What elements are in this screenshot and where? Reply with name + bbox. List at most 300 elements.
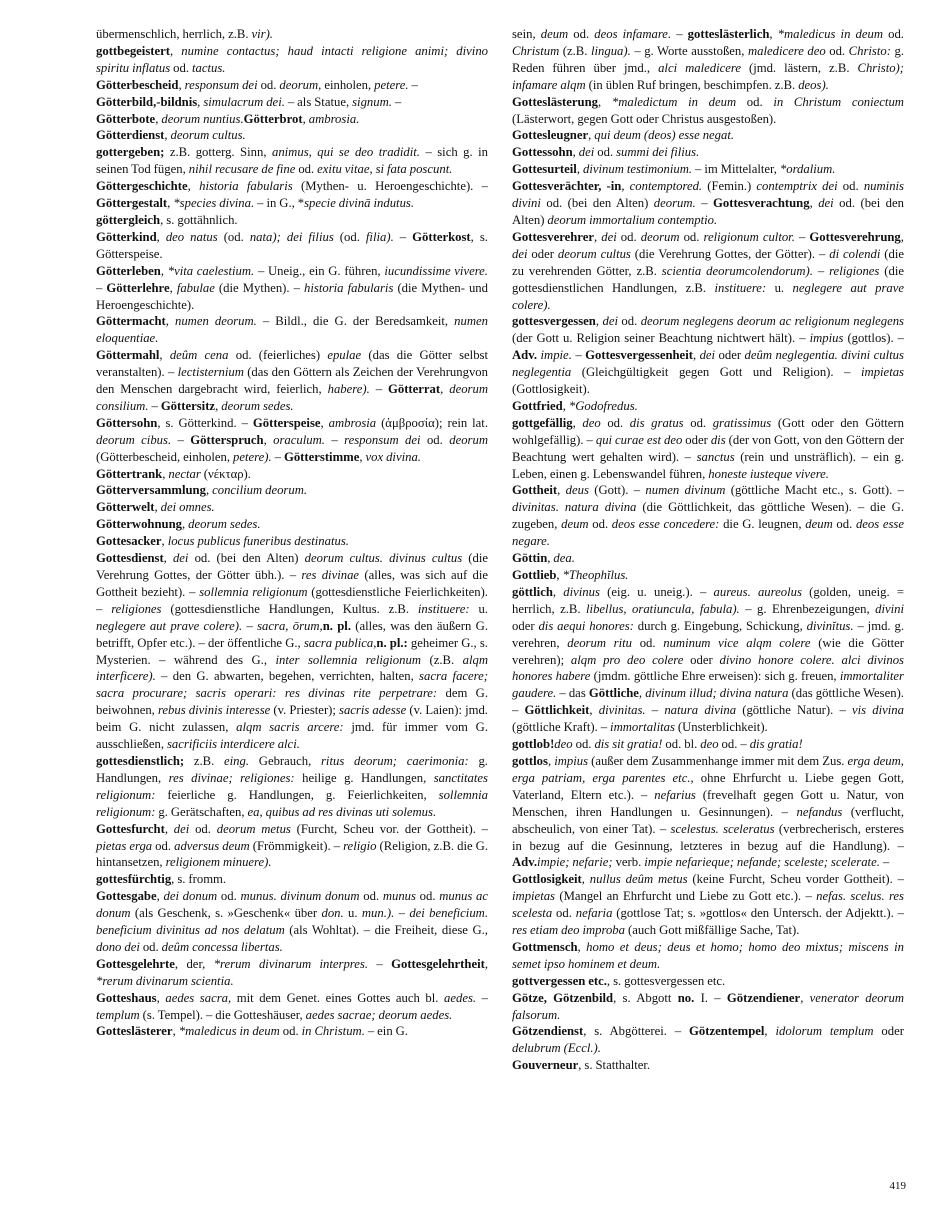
entry-text: , (182, 517, 189, 532)
entry-text: (gottesdienstliche Feierlichkeiten). – (96, 584, 488, 616)
latin-text: dei (601, 229, 617, 244)
latin-text: templum (96, 1007, 140, 1022)
entry-text: , (595, 314, 603, 329)
entry-text: , (320, 415, 329, 430)
entry-text: – (671, 27, 688, 41)
latin-text: deorum cultus. divinus cultus (304, 551, 463, 566)
headword: Göttergestalt (96, 196, 168, 211)
latin-text: divinitas. natura divina (512, 500, 637, 515)
entry-text: (verbrecherisch, ersteres in bezug auf die Gesinnung, letzteres in bezug auf die Handlung). – (512, 821, 904, 853)
entry-text: , (197, 94, 204, 109)
entry-text: od. (617, 314, 641, 329)
entry-text: (v. Priester); (270, 703, 340, 718)
entry-text: – (408, 77, 418, 92)
entry-text: einholen, (321, 77, 375, 92)
entry-text: od. (837, 179, 864, 194)
headword: Gottesgabe (96, 889, 157, 904)
entry-text: mit dem Genet. eines Gottes auch bl. (231, 990, 445, 1005)
dictionary-entry (512, 398, 904, 415)
headword: Gotteshaus (96, 990, 157, 1005)
entry-text: , (164, 128, 171, 143)
dictionary-entry (96, 1023, 488, 1040)
entry-text: , (163, 551, 173, 566)
entry-text: , (159, 348, 170, 363)
entry-text: od. (616, 229, 641, 244)
entry-text: , (577, 939, 587, 954)
latin-text: deorum sedes. (188, 517, 261, 532)
entry-text: (eig. u. uneig.). – (599, 584, 714, 599)
latin-text: sanctus (696, 449, 735, 464)
latin-text: deos esse negare. (512, 517, 904, 549)
latin-text: nefarius (654, 787, 696, 802)
entry-text: verb. (612, 855, 645, 870)
latin-text: dea. (553, 551, 575, 566)
entry-text: (Frömmigkeit). – (249, 838, 344, 853)
latin-text: sacra, ōrum, (257, 618, 323, 633)
dictionary-entry (96, 43, 488, 77)
entry-text: – (96, 280, 107, 295)
entry-text: – (812, 263, 830, 278)
entry-text: , (809, 196, 819, 211)
dictionary-entry (96, 347, 488, 415)
headword: Gotteslästerung (512, 94, 598, 109)
latin-text: alqm interficere). (96, 652, 488, 684)
dictionary-entry (96, 990, 488, 1024)
latin-text: deorum neglegens deorum ac religionum neglegens (640, 314, 904, 329)
latin-text: nata); dei filius (249, 229, 334, 244)
dictionary-entry (512, 871, 904, 939)
headword: Götterkost (412, 229, 471, 244)
headword: Gottesverehrung (809, 229, 901, 244)
latin-text: immortalitas (610, 720, 675, 735)
latin-text: nefaria (575, 906, 613, 921)
entry-text: (die Verehrung Gottes, der Götter übh.). – (96, 551, 488, 582)
latin-text: *maledictum in deum (611, 94, 737, 109)
entry-text: od. (bei den Alten) (188, 551, 305, 566)
entry-text: u. (766, 280, 793, 295)
latin-text: petere). (233, 449, 272, 464)
entry-text: , s. gottähnlich. (160, 212, 238, 227)
entry-text: – (879, 855, 890, 870)
entry-text: od. (139, 939, 162, 954)
latin-text: iucundissime vivere. (384, 263, 488, 278)
latin-text: inter sollemnia religionum (275, 652, 421, 667)
entry-text: – (571, 348, 586, 363)
entry-text: , (581, 872, 590, 887)
latin-text: *ordalium. (779, 162, 836, 177)
latin-text: delubrum (Eccl.). (512, 1041, 601, 1056)
latin-text: deûm cena (169, 348, 229, 363)
latin-text: adversus deum (174, 838, 250, 853)
entry-text: (die gottesdienstlichen Handlungen, z.B. (512, 263, 905, 295)
entry-text: – g. Worte ausstoßen, (630, 43, 748, 58)
dictionary-entry (512, 144, 904, 161)
latin-text: neglegere aut prave colere). (512, 280, 904, 312)
entry-text: , s. Statthalter. (578, 1058, 651, 1073)
entry-text: (Mythen- u. Heroengeschichte). – (292, 179, 488, 194)
latin-text: aedes. (444, 990, 477, 1005)
entry-text: od. (736, 94, 774, 109)
latin-text: scientia deorumcolendorum). (661, 263, 813, 278)
entry-text: oder (715, 348, 745, 363)
headword: n. pl.: (376, 635, 408, 650)
latin-text: ea, quibus ad res divinas uti solemus. (247, 804, 437, 819)
latin-text: deûm neglegentia. divini cultus neglegentia (512, 348, 904, 380)
latin-text: res divinae (301, 568, 360, 582)
entry-text: – (794, 229, 810, 244)
entry-text: , (205, 483, 213, 498)
dictionary-entry (96, 533, 488, 550)
headword: Götterbescheid (96, 77, 179, 92)
entry-text: od. (683, 415, 713, 430)
headword: Gottesfurcht (96, 821, 165, 836)
entry-text: oder (527, 246, 558, 261)
entry-text: od. (594, 145, 617, 160)
latin-text: locus publicus funeribus destinatus. (167, 534, 349, 549)
latin-text: numen deorum. (174, 314, 257, 329)
dictionary-entry (96, 77, 488, 94)
entry-text: – (369, 382, 388, 397)
entry-text: – (148, 398, 161, 413)
entry-text: od. (572, 737, 595, 752)
latin-text: concilium deorum. (212, 483, 308, 498)
entry-text: (das den Göttern als Zeichen der Verehrungvon den Menschen dargebracht wird, feierlich, (96, 365, 488, 397)
latin-text: aedes sacra, (165, 990, 232, 1005)
latin-text: aureus. aureolus (713, 584, 802, 599)
dictionary-entry (512, 94, 904, 128)
entry-text: (alles, was den äußern G. betrifft, Opfer etc.). – der öffentliche G., (96, 618, 489, 650)
entry-text: – Bildl., die G. der Beredsamkeit, (256, 314, 455, 329)
latin-text: deorum immortalium contemptio. (547, 212, 718, 227)
headword: Götterstimme (283, 449, 360, 464)
headword: Gottlieb (512, 568, 557, 582)
entry-text: (die zu verehrenden Götter, z.B. (512, 246, 904, 278)
latin-text: *Godofredus. (568, 398, 638, 413)
latin-text: numine contactus; haud intacti religione animi; divino spiritu inflatus (96, 43, 489, 75)
entry-text: , (589, 703, 599, 718)
entry-text: , (165, 314, 175, 329)
entry-text: , (557, 483, 566, 498)
entry-text: od. (257, 77, 280, 92)
entry-text: – ein G. (364, 1024, 408, 1039)
entry-text: (der von Gott, von den Göttern der Beachtung wert gehalten wird). – (512, 432, 905, 464)
latin-text: deorum ritu (567, 635, 633, 650)
entry-text: , (562, 398, 569, 413)
entry-text: u. (343, 906, 362, 921)
latin-text: sollemnia religionum: (96, 787, 488, 819)
latin-text: divinitas. (598, 703, 646, 718)
entry-text: , (162, 466, 169, 481)
entry-text: od. (568, 27, 595, 41)
latin-text: gratissimus (712, 415, 772, 430)
latin-text: Christo: (848, 43, 891, 58)
entry-text: , (900, 229, 904, 244)
dictionary-entry (512, 567, 904, 584)
dictionary-entry (512, 482, 904, 550)
headword: Gottesgelehrtheit (391, 956, 485, 971)
latin-text: vis divina (852, 703, 904, 718)
headword: gottgefällig (512, 415, 573, 430)
latin-text: deorum consilium. (96, 382, 488, 413)
entry-text: od. (588, 517, 612, 532)
entry-text: (Mangel an Ehrfurcht und Liebe zu Gott etc.). – (555, 889, 817, 904)
entry-text: od. (279, 1024, 302, 1039)
headword: Göttersohn (96, 415, 158, 430)
entry-text: – (645, 703, 665, 718)
latin-text: res divinae; religiones: (168, 770, 295, 785)
latin-text: simulacrum dei. (203, 94, 285, 109)
headword: n. pl. (322, 618, 351, 633)
latin-text: habere). (327, 382, 370, 397)
latin-text: deum (805, 517, 833, 532)
entry-text: , (178, 77, 185, 92)
entry-text: (als Geschenk, s. »Geschenk« über (130, 906, 322, 921)
headword: gottlos (512, 753, 548, 768)
entry-text: durch g. Eingebung, Schickung, (633, 618, 807, 633)
latin-text: dei (699, 348, 716, 363)
latin-text: sacris adesse (339, 703, 407, 718)
entry-text: – im Mittelalter, (692, 162, 780, 177)
latin-text: deo natus (165, 229, 218, 244)
latin-text: divini (875, 601, 904, 616)
latin-text: deos). (798, 77, 829, 92)
entry-text: g. Reden führen über jmd., (512, 43, 904, 75)
entry-text: od. (552, 906, 576, 921)
headword: gottbegeistert (96, 43, 170, 58)
headword: Gottesdienst (96, 551, 164, 566)
latin-text: qui deum (deos) esse negat. (594, 128, 735, 143)
latin-text: ambrosia (328, 415, 377, 430)
entry-text: od. (170, 60, 192, 75)
entry-text: (Gleichgültigkeit gegen Gott und Religion). – (571, 365, 861, 380)
entry-text: sein, (512, 27, 541, 41)
entry-text: , (552, 584, 564, 599)
latin-text: exitu vitae, si fata poscunt. (317, 162, 453, 177)
latin-text: dei (818, 196, 834, 211)
latin-text: dono dei (96, 939, 140, 954)
latin-text: di colendi (829, 246, 881, 261)
latin-text: sacra facere; sacra procurare; sacris operari: res divinas rite perpetrare: (96, 669, 488, 701)
latin-text: deorum. (653, 196, 696, 211)
entry-text: – in G., * (254, 196, 305, 211)
entry-text: , (167, 196, 174, 211)
entry-text: (die Verehrung Gottes, der Götter). – (630, 246, 830, 261)
latin-text: *maledicus in deum (178, 1024, 280, 1039)
entry-text: – (171, 432, 191, 447)
entry-text: – (324, 432, 345, 447)
headword: Götterspeise (252, 415, 321, 430)
entry-text: , der, (174, 956, 214, 971)
entry-text: (νέκταρ). (200, 466, 251, 481)
latin-text: *Theophĭlus. (562, 568, 629, 582)
latin-text: vox divina. (365, 449, 421, 464)
latin-text: religio (343, 838, 377, 853)
latin-text: don. (321, 906, 344, 921)
latin-text: responsum dei (344, 432, 421, 447)
headword: Gottesverächter, -in (512, 179, 622, 194)
entry-text: od. – (718, 737, 750, 752)
headword: Gottheit (512, 483, 558, 498)
latin-text: dis gratus (629, 415, 684, 430)
latin-text: deorum metus (216, 821, 291, 836)
entry-text: , (769, 27, 778, 41)
headword: Gottesverachtung (713, 196, 810, 211)
entry-text: , (547, 551, 554, 566)
latin-text: dei beneficium. beneficium divinitus ad nos delatum (96, 906, 489, 938)
latin-text: natura divina (664, 703, 737, 718)
entry-text: , (621, 179, 630, 194)
dictionary-entry (96, 415, 488, 466)
latin-text: res etiam deo improba (512, 923, 625, 938)
latin-text: impietas (512, 889, 555, 904)
headword: Götterrat (387, 382, 441, 397)
latin-text: munus (382, 889, 416, 904)
latin-text: *maledicus in deum (777, 27, 883, 41)
latin-text: homo et deus; deus et homo; homo deo mixtus; miscens in semet ipso hominem et deum. (512, 939, 904, 971)
headword: Götterlehre (106, 280, 170, 295)
entry-text: , (484, 956, 488, 971)
dictionary-entry (512, 415, 904, 483)
latin-text: dis aequi honores: (538, 618, 634, 633)
dictionary-entry (96, 127, 488, 144)
dictionary-entry (96, 111, 488, 128)
latin-text: qui curae est deo (595, 432, 683, 447)
latin-text: divinus (563, 584, 600, 599)
entry-text: , s. Götterspeise. (96, 229, 488, 261)
entry-text: od. (bei den Alten) (512, 196, 904, 227)
entry-text: , (576, 162, 583, 177)
dictionary-entry (512, 178, 904, 229)
entry-text: (das die Götter selbst veranstalten). – (96, 348, 489, 380)
latin-text: sollemnia religionum (199, 584, 308, 599)
headword: Gottesgelehrte (96, 956, 175, 971)
headword: Götzentempel (689, 1024, 765, 1039)
entry-text: – (393, 229, 413, 244)
entry-text: – g. Ehrenbezeigungen, (739, 601, 876, 616)
latin-text: deûm concessa libertas. (161, 939, 283, 954)
entry-text: g. Gerätschaften, (155, 804, 248, 819)
entry-text: od. (217, 889, 241, 904)
dictionary-entry (96, 212, 488, 229)
headword: Adv. (512, 348, 538, 363)
entry-text: , (172, 1024, 179, 1039)
headword: Götterbrot (243, 111, 303, 126)
headword: Göttliche (588, 686, 639, 701)
headword: Götterspruch (190, 432, 264, 447)
entry-text: od. (679, 229, 704, 244)
headword: Göttersitz (160, 398, 216, 413)
entry-text: – jmd. g. verehren, (512, 618, 905, 650)
headword: göttergleich (96, 212, 161, 227)
headword: Göttermacht (96, 314, 166, 329)
latin-text: responsum dei (184, 77, 258, 92)
latin-text: instituere: (714, 280, 767, 295)
latin-text: dis sit gratia! (594, 737, 663, 752)
latin-text: deum (561, 517, 589, 532)
entry-text: , (156, 990, 166, 1005)
headword: Götterkind (96, 229, 157, 244)
latin-text: honeste iusteque vivere. (708, 466, 829, 481)
entry-text: oder (682, 432, 711, 447)
entry-text: oder (512, 618, 539, 633)
entry-text: – (391, 94, 402, 109)
entry-text: (in üblen Ruf bringen, beschimpfen. z.B. (585, 77, 799, 92)
entry-text: , s. Abgott (613, 990, 678, 1005)
latin-text: nectar (168, 466, 201, 481)
latin-text: vir). (251, 27, 273, 41)
headword: Göttertrank (96, 466, 163, 481)
headword: Gottesverehrer (512, 229, 594, 244)
headword: Gottesurteil (512, 162, 577, 177)
entry-text: – das (556, 686, 589, 701)
entry-text: dem G. beiwohnen, (96, 686, 488, 718)
headword: Gottfried (512, 398, 563, 413)
dictionary-entry (96, 871, 488, 888)
entry-text: od. (295, 162, 318, 177)
entry-text: , (156, 889, 164, 904)
latin-text: aedes sacrae; deorum aedes. (305, 1007, 453, 1022)
latin-text: deorum cultus (557, 246, 631, 261)
dictionary-entry (96, 466, 488, 483)
dictionary-entry (96, 26, 488, 43)
latin-text: erga deum, erga patriam, erga parentes etc., (512, 753, 904, 785)
entry-text: (Götterbescheid, einholen, (96, 449, 234, 464)
entry-text: , (440, 382, 450, 397)
latin-text: *vita caelestium. (167, 263, 255, 278)
entry-text: , (215, 398, 222, 413)
entry-text: – (695, 196, 713, 211)
latin-text: impie nefarieque; nefande; sceleste; scelerate. (644, 855, 880, 870)
entry-text: – (476, 990, 488, 1005)
entry-text: ohne Ehrfurcht u. Liebe gegen Gott, Vaterland, Eltern etc.). – (512, 770, 904, 802)
entry-text: , (156, 229, 166, 244)
entry-text: – Uneig., ein G. führen, (254, 263, 385, 278)
dictionary-entry (96, 956, 488, 990)
entry-text: (außer dem Zusammenhange immer mit dem Zus. (588, 753, 848, 768)
latin-text: impius (809, 331, 844, 346)
latin-text: nefas. scelus. res scelesta (512, 889, 904, 921)
latin-text: sanctitates religionum: (96, 770, 488, 802)
dictionary-entry (512, 1057, 904, 1074)
dictionary-entry (96, 229, 488, 263)
entry-text: geheimer G., s. Mysterien. – während des G., (96, 635, 488, 667)
latin-text: animus, qui se deo tradidit. (271, 145, 420, 160)
headword: Gottessohn (512, 145, 573, 160)
latin-text: signum. (352, 94, 392, 109)
latin-text: religionum cultor. (703, 229, 795, 244)
entry-text: (das göttliche Wesen). – (512, 686, 904, 718)
headword: no. (677, 990, 695, 1005)
headword: Gottlosigkeit (512, 872, 582, 887)
dictionary-entry (512, 161, 904, 178)
entry-text: (gottlos). – (843, 331, 904, 346)
entry-text: (Gott oder den Göttern wohlgefällig). – (512, 415, 905, 447)
latin-text: venerator deorum falsorum. (512, 990, 905, 1022)
latin-text: numen divinum (645, 483, 726, 498)
dictionary-entry (96, 753, 488, 821)
latin-text: numen eloquentiae. (96, 314, 488, 346)
latin-text: nullus deûm metus (589, 872, 688, 887)
entry-text: (z.B. (559, 43, 591, 58)
entry-text: (die Mythen). – (214, 280, 305, 295)
dictionary-entry (96, 144, 488, 178)
entry-text: , (572, 415, 583, 430)
entry-text: g. Handlungen, (96, 753, 488, 785)
dictionary-entry (96, 888, 488, 956)
entry-text: , s. gottesvergessen etc. (606, 973, 726, 988)
headword: Götzendiener (726, 990, 801, 1005)
headword: gottergeben; (96, 145, 165, 160)
